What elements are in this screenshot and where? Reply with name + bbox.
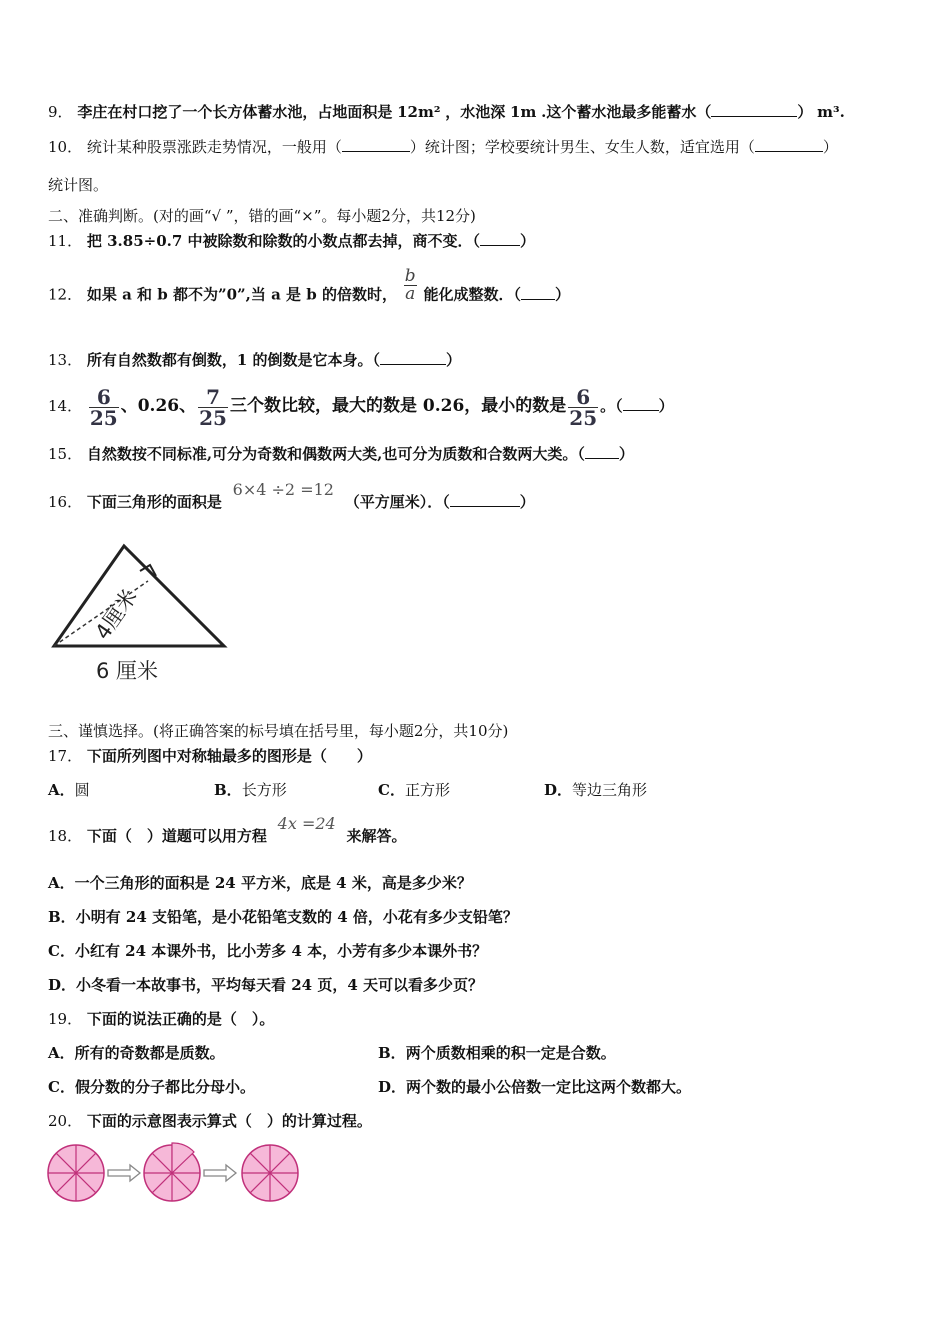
option-text: 等边三角形 [572,781,648,799]
option-text: 假分数的分子都比分母小。 [74,1078,255,1096]
answer-blank[interactable] [450,492,520,507]
question-text: .这个蓄水池最多能蓄水（ [541,103,712,121]
question-text: 、0.26、 [120,396,197,416]
question-text: （平方厘米）．（ [344,493,450,511]
question-text: 下面所列图中对称轴最多的图形是（ ） [86,747,372,765]
circle-2 [144,1143,200,1201]
triangle-figure [44,538,234,688]
arrow-1 [108,1165,140,1181]
option-c[interactable] [48,941,487,961]
fraction-6-25-answer [568,384,598,430]
option-label: C． [378,781,405,799]
triangle-shape [54,546,224,646]
close-paren: ） [446,351,462,369]
section-heading-3: 三、谨慎选择。(将正确答案的标号填在括号里，每小题2分，共10分) [48,722,509,740]
question-number: 16． [48,493,83,511]
option-c[interactable] [378,780,450,800]
option-label: A． [48,874,75,892]
question-text: 下面的说法正确的是（ ）。 [86,1010,275,1028]
fraction-denominator: 25 [89,405,118,430]
question-17 [48,746,372,766]
question-text: 下面三角形的面积是 [86,493,222,511]
fraction-6-25 [89,384,119,430]
question-number: 15． [48,445,83,463]
question-19 [48,1009,274,1029]
option-label: D． [48,976,77,994]
question-20 [48,1111,372,1131]
formula-equation: 4x =24 [277,814,336,833]
answer-blank[interactable] [585,444,619,459]
option-label: D． [544,781,573,799]
close-paren: ） [658,397,674,415]
question-10-continued: 统计图。 [48,176,109,194]
option-text: 小冬看一本故事书，平均每天看 24 页，4 天可以看多少页？ [76,976,483,994]
question-text: 。（ [600,397,623,415]
answer-blank[interactable] [342,137,410,152]
area-value: 12m² [397,103,441,121]
answer-blank[interactable] [521,285,555,300]
question-text: 自然数按不同标准,可分为奇数和偶数两大类,也可分为质数和合数两大类。（ [86,445,585,463]
question-text: 所有自然数都有倒数，1 的倒数是它本身。（ [86,351,381,369]
option-text: 所有的奇数都是质数。 [74,1044,225,1062]
close-paren: ） [520,232,536,250]
formula-area: 6×4 ÷2 =12 [232,480,334,499]
option-c[interactable] [48,1077,255,1097]
question-text: 统计某种股票涨跌走势情况，一般用（ [86,138,342,156]
option-label: B． [214,781,242,799]
option-a[interactable] [48,780,90,800]
fraction-7-25 [198,384,228,430]
question-text: ） [822,138,838,156]
close-paren: ） [618,445,634,463]
circle-1 [48,1145,104,1201]
option-label: A． [48,781,75,799]
fraction-b-over-a [404,268,417,303]
fraction-denominator: a [405,284,416,304]
question-text: 三个数比较，最大的数是 0.26，最小的数是 [229,396,567,416]
option-d[interactable] [378,1077,691,1097]
question-text: 下面（ ）道题可以用方程 [86,827,267,845]
question-12 [48,266,570,313]
question-number: 12． [48,285,83,304]
option-a[interactable] [48,873,472,893]
option-text: 一个三角形的面积是 24 平方米，底是 4 米，高是多少米？ [74,874,472,892]
depth-value: 1m [510,103,537,121]
question-number: 18． [48,827,83,845]
answer-blank[interactable] [380,350,446,365]
question-text: 下面的示意图表示算式（ ）的计算过程。 [86,1112,372,1130]
question-13 [48,350,461,370]
answer-blank[interactable] [755,137,823,152]
option-b[interactable] [48,907,518,927]
question-10 [48,137,838,157]
option-text: 小明有 24 支铅笔，是小花铅笔支数的 4 倍，小花有多少支铅笔？ [75,908,518,926]
fraction-numerator: 6 [96,384,111,409]
option-d[interactable] [48,975,483,995]
question-9 [48,102,845,122]
question-text: 李庄在村口挖了一个长方体蓄水池，占地面积是 [77,103,393,121]
fraction-denominator: 25 [569,405,598,430]
option-text: 两个质数相乘的积一定是合数。 [405,1044,616,1062]
question-number: 11． [48,232,83,250]
option-label: C． [48,942,75,960]
question-text: 来解答。 [346,827,407,845]
option-d[interactable] [544,780,647,800]
question-number: 14． [48,397,83,415]
close-paren: ） [519,493,535,511]
question-text: ，水池深 [445,103,506,121]
option-label: C． [48,1078,75,1096]
option-text: 正方形 [404,781,450,799]
question-14 [48,386,674,428]
fraction-numerator: 6 [576,384,591,409]
answer-blank[interactable] [623,396,659,411]
option-label: B． [378,1044,406,1062]
question-number: 17． [48,747,83,765]
fraction-numerator: 7 [206,384,220,409]
question-number: 20． [48,1112,83,1130]
question-text: ） [797,103,813,121]
question-number: 19． [48,1010,83,1028]
base-label: 6 厘米 [96,659,159,683]
option-label: B． [48,908,76,926]
question-18 [48,814,407,846]
fraction-denominator: 25 [199,405,227,430]
option-text: 两个数的最小公倍数一定比这两个数都大。 [406,1078,692,1096]
answer-blank[interactable] [711,102,797,117]
option-label: D． [378,1078,407,1096]
question-number: 13． [48,351,83,369]
circle-3 [242,1145,298,1201]
question-15 [48,444,634,464]
question-text: 能化成整数．（ [423,285,521,304]
section-heading-2: 二、准确判断。(对的画“√ ”，错的画“×”。每小题2分，共12分) [48,207,476,225]
question-text: ）统计图；学校要统计男生、女生人数，适宜选用（ [409,138,755,156]
fraction-circles-diagram [44,1140,306,1206]
option-b[interactable] [378,1043,616,1063]
answer-blank[interactable] [480,231,520,246]
close-paren: ） [554,285,570,304]
question-number: 10． [48,138,83,156]
height-label: 4厘米 [90,584,142,644]
fraction-numerator: b [404,266,416,286]
question-number: 9． [48,103,73,121]
arrow-2 [204,1165,236,1181]
option-text: 圆 [74,781,90,799]
question-11 [48,231,535,251]
unit-label: m³. [817,103,845,121]
option-text: 长方形 [241,781,287,799]
option-a[interactable] [48,1043,225,1063]
option-label: A． [48,1044,75,1062]
question-text: 如果 a 和 b 都不为”0”,当 a 是 b 的倍数时， [86,285,397,304]
question-text: 把 3.85÷0.7 中被除数和除数的小数点都去掉，商不变．（ [86,232,481,250]
option-b[interactable] [214,780,287,800]
option-text: 小红有 24 本课外书，比小芳多 4 本，小芳有多少本课外书？ [74,942,488,960]
question-16 [48,480,535,512]
